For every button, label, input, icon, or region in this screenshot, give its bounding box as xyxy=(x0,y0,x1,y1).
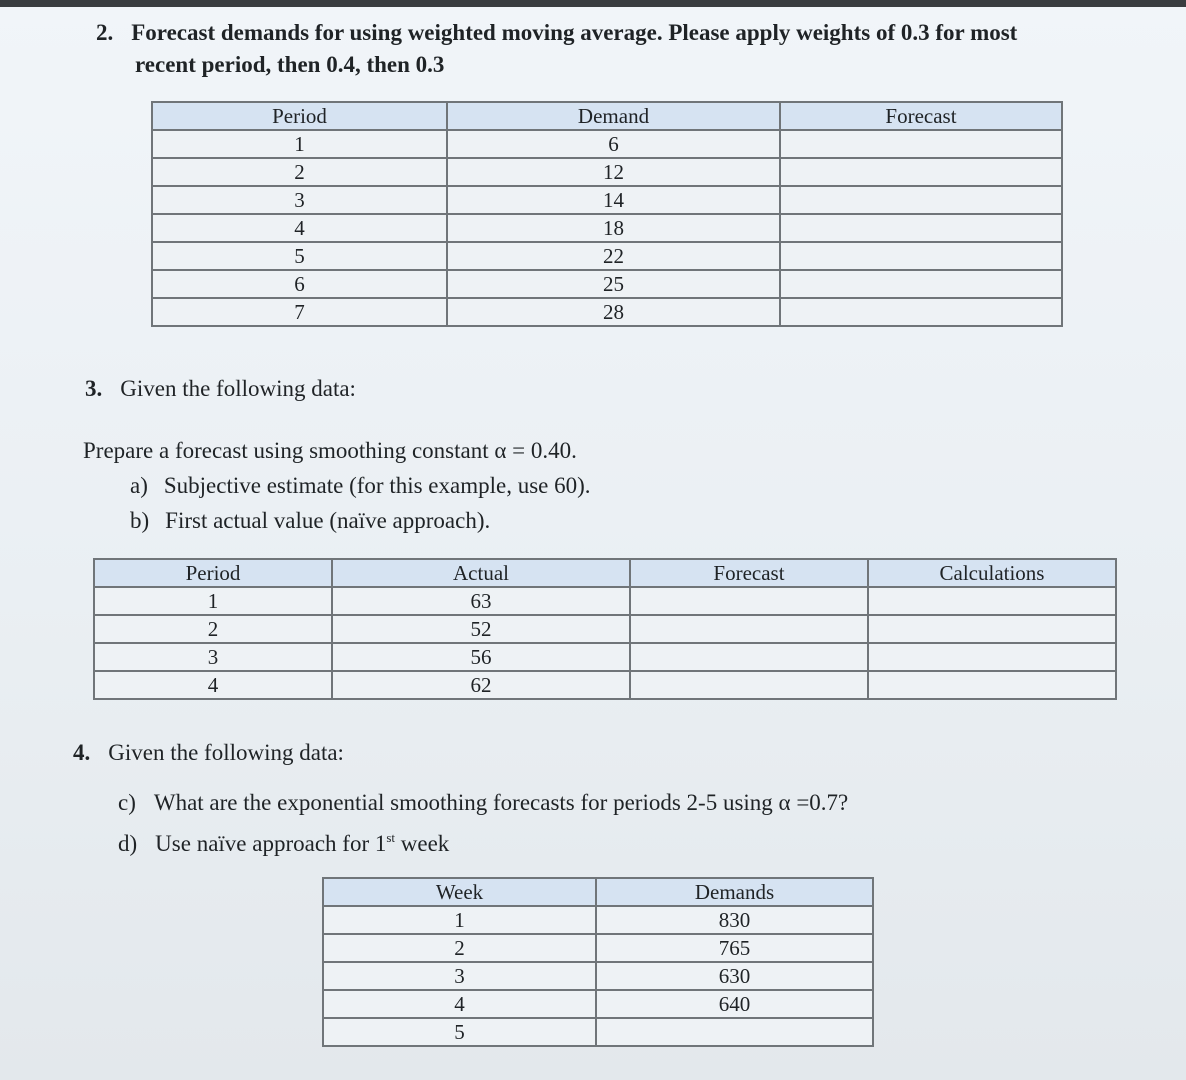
q4-cell: 2 xyxy=(323,934,596,962)
q2-number: 2. xyxy=(96,20,114,45)
q3-option-a xyxy=(130,470,591,502)
q2-cell: 6 xyxy=(447,130,780,158)
q4-cell: 5 xyxy=(323,1018,596,1046)
table-row xyxy=(152,298,1062,326)
q3-cell: 62 xyxy=(332,671,630,699)
q2-cell: 18 xyxy=(447,214,780,242)
q4-header-row xyxy=(323,878,873,906)
q2-cell xyxy=(780,186,1062,214)
q4-option-c-text: What are the exponential smoothing forecasts for periods 2-5 using α =0.7? xyxy=(153,790,849,815)
table-row xyxy=(94,671,1116,699)
q3-cell xyxy=(868,587,1116,615)
q4-title-line xyxy=(73,737,344,769)
table-row xyxy=(323,934,873,962)
q2-cell xyxy=(780,158,1062,186)
q3-cell xyxy=(868,643,1116,671)
q4-header-cell: Demands xyxy=(596,878,873,906)
q3-prompt: Prepare a forecast using smoothing constant α = 0.40. xyxy=(83,438,577,463)
q4-table xyxy=(322,877,874,1047)
q2-cell xyxy=(780,130,1062,158)
q3-header-cell: Forecast xyxy=(630,559,868,587)
q2-line2: recent period, then 0.4, then 0.3 xyxy=(135,52,445,77)
q3-header-cell: Actual xyxy=(332,559,630,587)
q4-option-d-sup: st xyxy=(386,830,396,845)
q4-option-d-pre: Use naïve approach for 1 xyxy=(155,831,387,856)
q3-cell: 52 xyxy=(332,615,630,643)
q2-table xyxy=(151,101,1063,327)
q2-cell: 7 xyxy=(152,298,447,326)
table-row xyxy=(152,130,1062,158)
q3-title-line xyxy=(85,373,356,405)
q3-cell: 2 xyxy=(94,615,332,643)
q4-option-d-post: week xyxy=(395,831,450,856)
table-row xyxy=(323,990,873,1018)
q4-option-d-label: d) xyxy=(118,831,138,856)
q3-option-b-label: b) xyxy=(130,508,150,533)
q4-title: Given the following data: xyxy=(108,740,344,765)
q3-title: Given the following data: xyxy=(120,376,356,401)
q2-header-cell: Period xyxy=(152,102,447,130)
q2-cell xyxy=(780,270,1062,298)
table-row xyxy=(94,643,1116,671)
q3-option-b xyxy=(130,505,490,537)
q3-cell xyxy=(630,643,868,671)
q4-cell: 765 xyxy=(596,934,873,962)
q4-cell: 640 xyxy=(596,990,873,1018)
q2-cell: 6 xyxy=(152,270,447,298)
q3-option-b-text: First actual value (naïve approach). xyxy=(165,508,491,533)
q3-cell: 56 xyxy=(332,643,630,671)
q3-option-a-label: a) xyxy=(130,473,148,498)
q4-option-c xyxy=(118,787,848,819)
q4-number: 4. xyxy=(73,740,91,765)
table-row xyxy=(152,270,1062,298)
table-row xyxy=(152,186,1062,214)
q3-cell xyxy=(630,615,868,643)
q3-table xyxy=(93,558,1117,700)
q2-cell: 25 xyxy=(447,270,780,298)
q2-cell: 2 xyxy=(152,158,447,186)
q4-option-d xyxy=(118,822,449,860)
top-edge-bar xyxy=(0,0,1186,7)
q3-number: 3. xyxy=(85,376,103,401)
q4-cell xyxy=(596,1018,873,1046)
q2-cell: 4 xyxy=(152,214,447,242)
q4-cell: 830 xyxy=(596,906,873,934)
q2-cell xyxy=(780,214,1062,242)
q3-option-a-text: Subjective estimate (for this example, use 60). xyxy=(163,473,591,498)
q3-cell: 3 xyxy=(94,643,332,671)
q4-cell: 630 xyxy=(596,962,873,990)
q2-cell: 22 xyxy=(447,242,780,270)
q3-header-row xyxy=(94,559,1116,587)
table-row xyxy=(94,615,1116,643)
q2-cell: 1 xyxy=(152,130,447,158)
table-row xyxy=(152,214,1062,242)
table-row xyxy=(323,906,873,934)
q3-cell: 4 xyxy=(94,671,332,699)
q2-text xyxy=(96,17,1017,49)
q3-cell: 1 xyxy=(94,587,332,615)
q2-cell: 3 xyxy=(152,186,447,214)
table-row xyxy=(94,587,1116,615)
q4-cell: 4 xyxy=(323,990,596,1018)
q3-header-cell: Period xyxy=(94,559,332,587)
q2-header-cell: Demand xyxy=(447,102,780,130)
q3-cell xyxy=(868,615,1116,643)
q2-cell: 5 xyxy=(152,242,447,270)
table-row xyxy=(152,242,1062,270)
q4-cell: 3 xyxy=(323,962,596,990)
q2-cell xyxy=(780,242,1062,270)
q4-cell: 1 xyxy=(323,906,596,934)
q3-cell xyxy=(630,587,868,615)
q2-header-cell: Forecast xyxy=(780,102,1062,130)
q3-cell xyxy=(630,671,868,699)
q2-cell xyxy=(780,298,1062,326)
q2-cell: 28 xyxy=(447,298,780,326)
q2-cell: 14 xyxy=(447,186,780,214)
q3-cell: 63 xyxy=(332,587,630,615)
q4-header-cell: Week xyxy=(323,878,596,906)
table-row xyxy=(323,1018,873,1046)
q2-cell: 12 xyxy=(447,158,780,186)
q2-line1: Forecast demands for using weighted moving average. Please apply weights of 0.3 for most xyxy=(131,20,1018,45)
q3-header-cell: Calculations xyxy=(868,559,1116,587)
q2-header-row xyxy=(152,102,1062,130)
q4-option-c-label: c) xyxy=(118,790,136,815)
table-row xyxy=(323,962,873,990)
table-row xyxy=(152,158,1062,186)
q3-cell xyxy=(868,671,1116,699)
